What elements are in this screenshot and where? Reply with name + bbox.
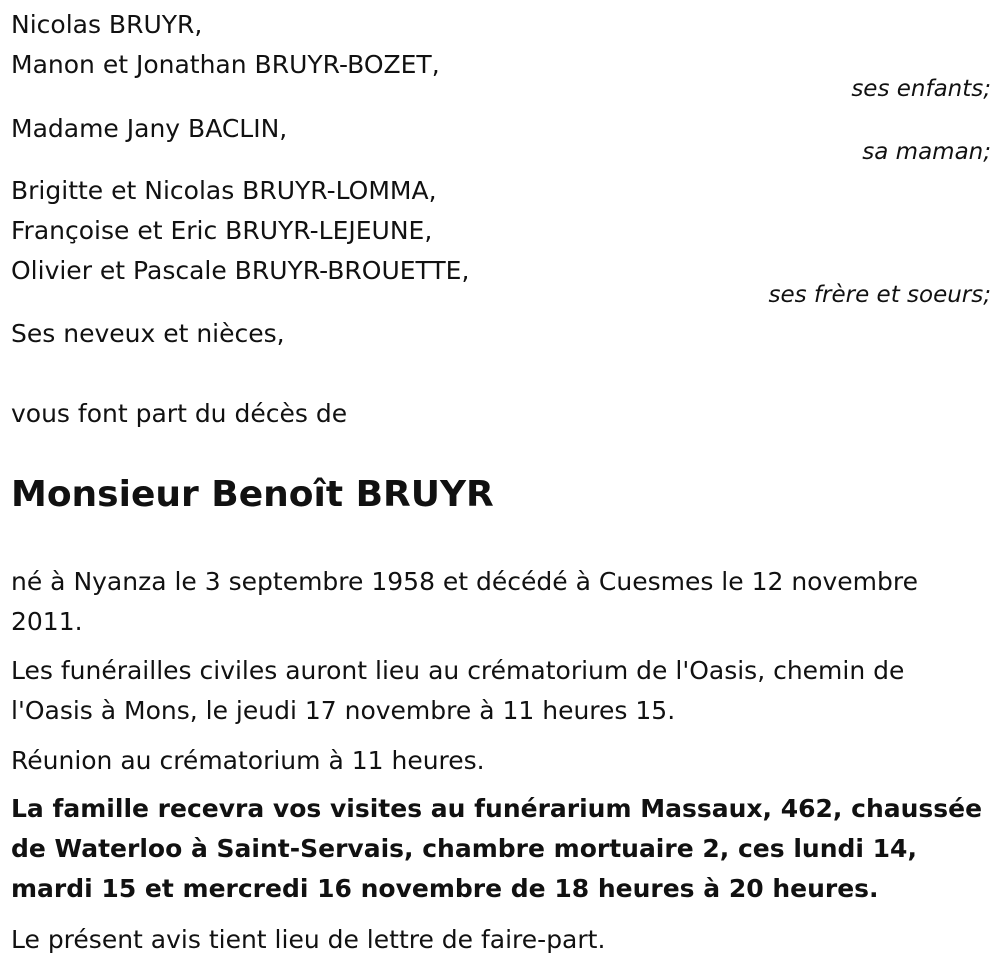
nephews-line: Ses neveux et nièces, [11, 319, 285, 348]
child-name: Manon et Jonathan BRUYR-BOZET, [11, 50, 440, 79]
mother-name: Madame Jany BACLIN, [11, 114, 288, 143]
announcement-line: vous font part du décès de [11, 399, 348, 428]
siblings-group [11, 171, 991, 291]
child-name: Nicolas BRUYR, [11, 10, 203, 39]
sibling-name: Olivier et Pascale BRUYR-BROUETTE, [11, 256, 470, 285]
sibling-name: Brigitte et Nicolas BRUYR-LOMMA, [11, 176, 437, 205]
relation-siblings: ses frère et soeurs; [768, 282, 991, 308]
children-group [11, 5, 991, 85]
sibling-name: Françoise et Eric BRUYR-LEJEUNE, [11, 216, 433, 245]
relation-children: ses enfants; [851, 76, 991, 102]
closing-paragraph: Le présent avis tient lieu de lettre de faire-part. [11, 925, 606, 954]
deceased-name: Monsieur Benoît BRUYR [11, 474, 494, 515]
funeral-paragraph: Les funérailles civiles auront lieu au crématorium de l'Oasis, chemin de l'Oasis à Mons, le jeudi 17 novembre à 11 heures 15. [11, 656, 905, 725]
visits-paragraph: La famille recevra vos visites au funérarium Massaux, 462, chaussée de Waterloo à Saint-Servais, chambre mortuaire 2, ces lundi 14, mardi 15 et mercredi 16 novembre de 18 heures à 20 heures. [11, 794, 983, 903]
relation-mother: sa maman; [862, 139, 991, 165]
meeting-paragraph: Réunion au crématorium à 11 heures. [11, 746, 485, 775]
birth-death-paragraph: né à Nyanza le 3 septembre 1958 et décédé à Cuesmes le 12 novembre 2011. [11, 567, 918, 636]
